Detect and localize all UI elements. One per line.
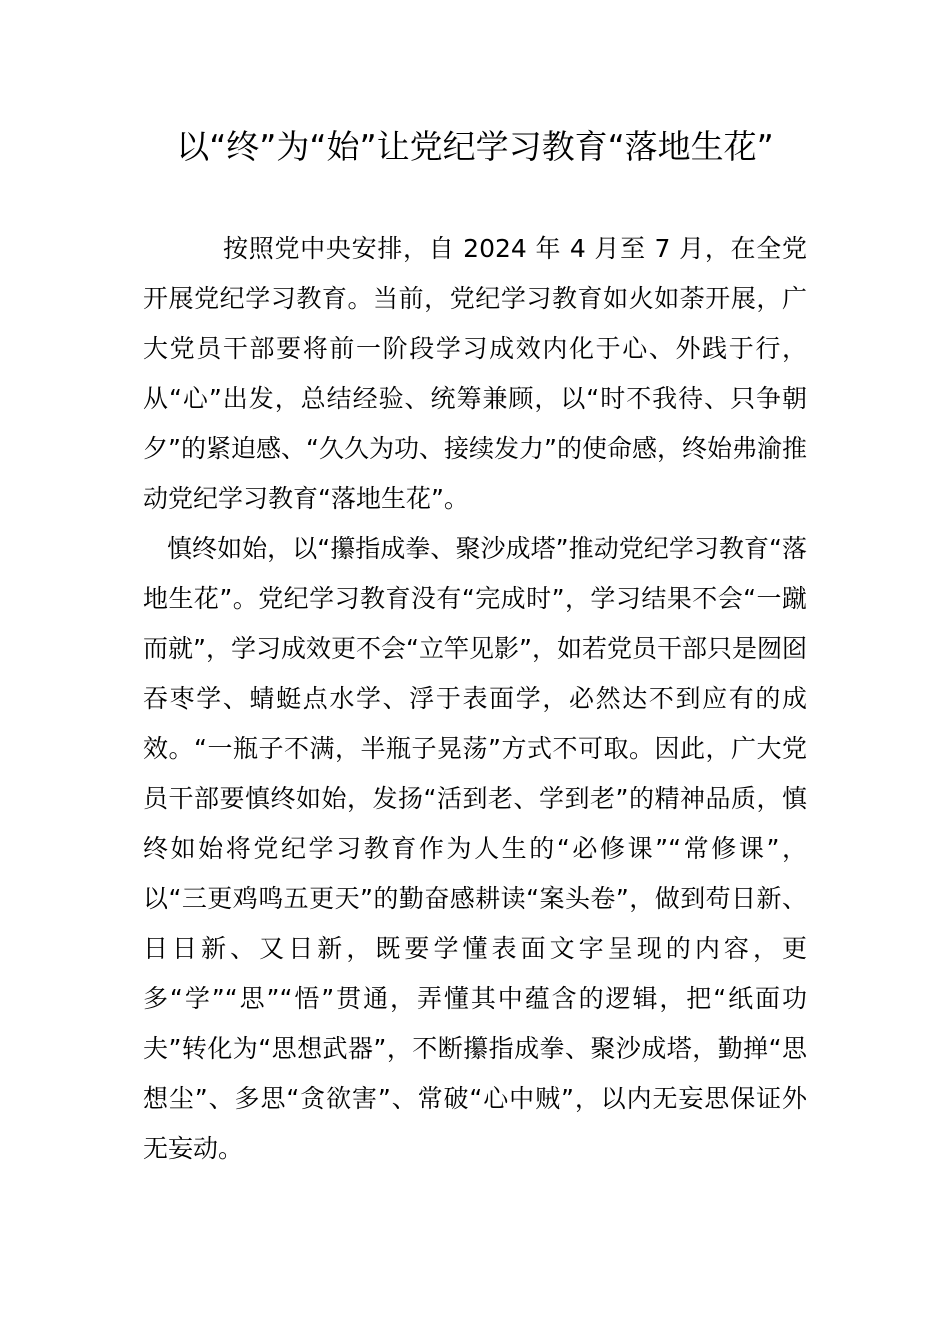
paragraph-1: 按照党中央安排，自 2024 年 4 月至 7 月，在全党开展党纪学习教育。当前，党纪学习教育如火如荼开展，广大党员干部要将前一阶段学习成效内化于心、外践于行，从“心”出发，总结经验、统筹兼顾，以“时不我待、只争朝夕”的紧迫感、“久久为功、接续发力”的使命感，终始弗渝推动党纪学习教育“落地生花”。 (143, 234, 807, 513)
paragraph-2: 慎终如始，以“攥指成拳、聚沙成塔”推动党纪学习教育“落地生花”。党纪学习教育没有“完成时”，学习结果不会“一蹴而就”，学习成效更不会“立竿见影”，如若党员干部只是囫囵吞枣学、蜻蜓点水学、浮于表面学，必然达不到应有的成效。“一瓶子不满，半瓶子晃荡”方式不可取。因此，广大党员干部要慎终如始，发扬“活到老、学到老”的精神品质，慎终如始将党纪学习教育作为人生的“必修课”“常修课”，以“三更鸡鸣五更天”的勤奋感耕读“案头卷”，做到苟日新、日日新、又日新，既要学懂表面文字呈现的内容，更多“学”“思”“悟”贯通，弄懂其中蕴含的逻辑，把“纸面功夫”转化为“思想武器”，不断攥指成拳、聚沙成塔，勤掸“思想尘”、多思“贪欲害”、常破“心中贼”，以内无妄思保证外无妄动。 (143, 534, 807, 1163)
document-title: 以“终”为“始”让党纪学习教育“落地生花” (176, 127, 774, 166)
document-body (143, 224, 807, 1174)
